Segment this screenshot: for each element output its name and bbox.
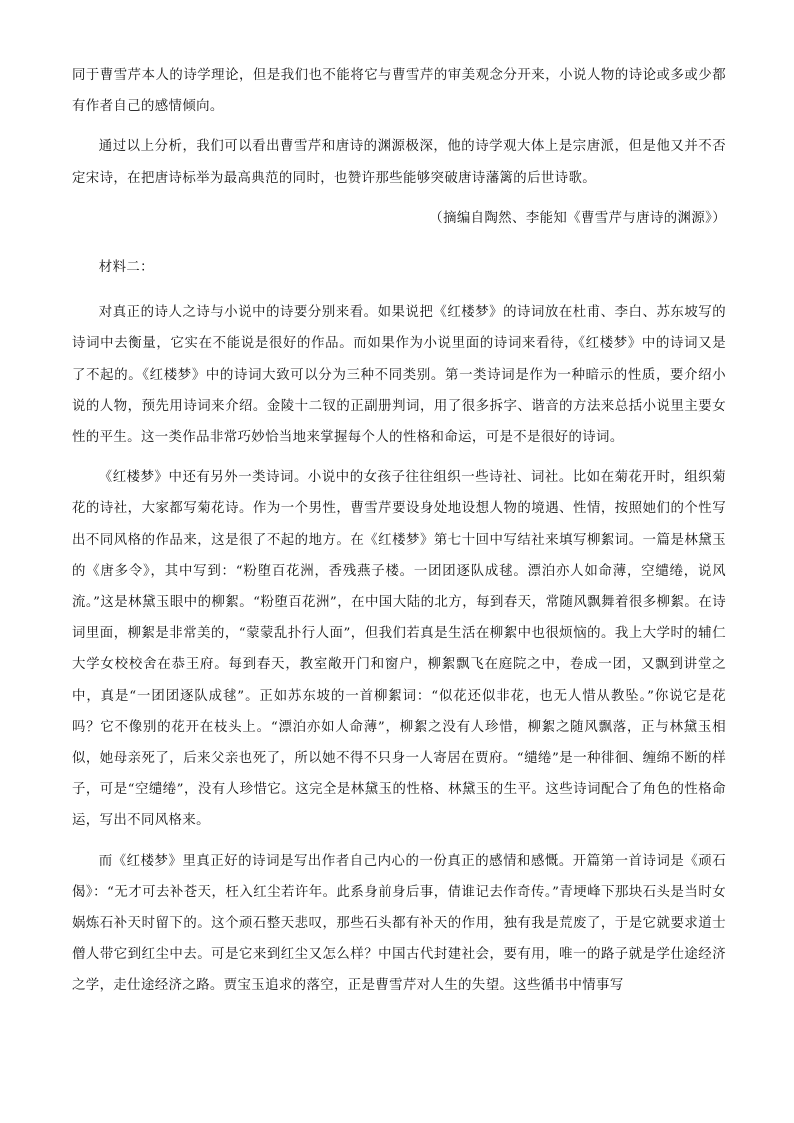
source-citation: （摘编自陶然、李能知《曹雪芹与唐诗的渊源》） (429, 210, 726, 226)
paragraph-poetry-society: 《红楼梦》中还有另外一类诗词。小说中的女孩子往往组织一些诗社、词社。比如在菊花开时，组织菊花的诗社，大家都写菊花诗。作为一个男性，曹雪芹要设身处地设想人物的境遇、性情，按照她们的个性写出不同风格的作品来，这是很了不起的地方。在《红楼梦》第七十回中写结社来填写柳絮词。一篇是林黛玉的《唐多令》，其中写到：“粉堕百花洲，香残燕子楼。一团团逐队成毬。漂泊亦人如命薄，空缱绻，说风流。”这是林黛玉眼中的柳絮。“粉堕百花洲”，在中国大陆的北方，每到春天，常随风飘舞着很多柳絮。在诗词里面，柳絮是非常美的，“蒙蒙乱扑行人面”，但我们若真是生活在柳絮中也很烦恼的。我上大学时的辅仁大学女校校舍在恭王府。每到春天，教室敞开门和窗户，柳絮飘飞在庭院之中，卷成一团，又飘到讲堂之中，真是“一团团逐队成毬”。正如苏东坡的一首柳絮词：“似花还似非花，也无人惜从教坠。”你说它是花吗？它不像别的花开在枝头上。“漂泊亦如人命薄”，柳絮之没有人珍惜，柳絮之随风飘落，正与林黛玉相似，她母亲死了，后来父亲也死了，所以她不得不只身一人寄居在贾府。“缱绻”是一种徘徊、缠绵不断的样子，可是“空缱绻”，没有人珍惜它。这完全是林黛玉的性格、林黛玉的生平。这些诗词配合了角色的性格命运，写出不同风格来。 (72, 470, 726, 829)
paragraph-poetry-categories: 对真正的诗人之诗与小说中的诗要分别来看。如果说把《红楼梦》的诗词放在杜甫、李白、苏东坡写的诗词中去衡量，它实在不能说是很好的作品。而如果作为小说里面的诗词来看待，《红楼梦》中的诗词又是了不起的。《红楼梦》中的诗词大致可以分为三种不同类别。第一类诗词是作为一种暗示的性质，要介绍小说的人物，预先用诗词来介绍。金陵十二钗的正副册判词，用了很多拆字、谐音的方法来总括小说里主要女性的平生。这一类作品非常巧妙恰当地来掌握每个人的性格和命运，可是不是很好的诗词。 (72, 305, 726, 446)
material-two-label: 材料二： (98, 260, 154, 276)
paragraph-continuation: 同于曹雪芹本人的诗学理论，但是我们也不能将它与曹雪芹的审美观念分开来，小说人物的诗论或多或少都有作者自己的感情倾向。 (72, 68, 726, 115)
paragraph-true-feelings: 而《红楼梦》里真正好的诗词是写出作者自己内心的一份真正的感情和感慨。开篇第一首诗词是《顽石偈》：“无才可去补苍天，枉入红尘若许年。此系身前身后事，倩谁记去作奇传。”青埂峰下那块石头是当时女娲炼石补天时留下的。这个顽石整天悲叹，那些石头都有补天的作用，独有我是荒废了，于是它就要求道士僧人带它到红尘中去。可是它来到红尘又怎么样？中国古代封建社会，要有用，唯一的路子就是学仕途经济之学，走仕途经济之路。贾宝玉追求的落空，正是曹雪芹对人生的失望。这些循书中情事写 (72, 853, 726, 994)
document-page (72, 60, 726, 1011)
paragraph-analysis-summary: 通过以上分析，我们可以看出曹雪芹和唐诗的渊源极深，他的诗学观大体上是宗唐派，但是他又并不否定宋诗，在把唐诗标举为最高典范的同时，也赞许那些能够突破唐诗藩篱的后世诗歌。 (72, 139, 726, 186)
